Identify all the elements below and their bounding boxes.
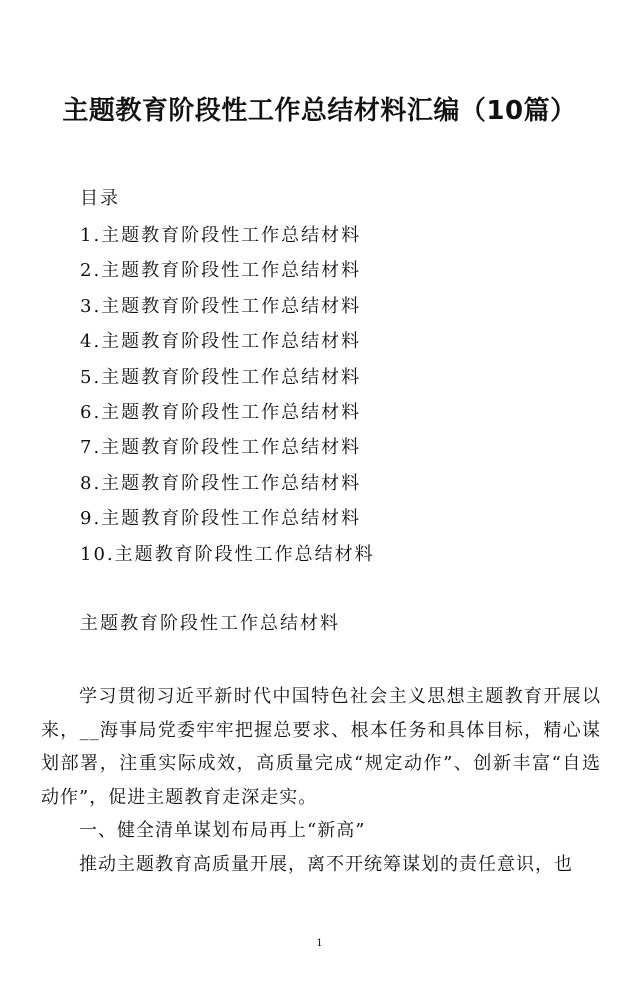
page-number: 1 [316, 938, 323, 949]
toc-item: 10.主题教育阶段性工作总结材料 [80, 543, 375, 565]
toc-item: 3.主题教育阶段性工作总结材料 [80, 295, 362, 317]
body-paragraph: 推动主题教育高质量开展，离不开统筹谋划的责任意识，也 [79, 853, 573, 875]
toc-item: 7.主题教育阶段性工作总结材料 [80, 437, 362, 459]
document-title: 主题教育阶段性工作总结材料汇编（10篇） [62, 96, 577, 126]
toc-item: 1.主题教育阶段性工作总结材料 [80, 225, 362, 246]
toc-heading: 目录 [80, 188, 120, 209]
subheading: 一、健全清单谋划布局再上“新高” [79, 820, 366, 841]
toc-item: 4.主题教育阶段性工作总结材料 [80, 331, 362, 353]
toc-item: 8.主题教育阶段性工作总结材料 [80, 472, 362, 494]
toc-item: 2.主题教育阶段性工作总结材料 [80, 260, 362, 282]
toc-list [80, 222, 375, 576]
section-title: 主题教育阶段性工作总结材料 [80, 613, 340, 634]
toc-item: 5.主题教育阶段性工作总结材料 [80, 366, 362, 388]
body-text [41, 680, 601, 881]
toc-item: 6.主题教育阶段性工作总结材料 [80, 401, 362, 423]
body-paragraph: 学习贯彻习近平新时代中国特色社会主义思想主题教育开展以来，__海事局党委牢牢把握总要求、根本任务和具体目标，精心谋划部署，注重实际成效，高质量完成“规定动作”、创新丰富“自选动作”，促进主题教育走深走实。 [41, 686, 601, 808]
toc-item: 9.主题教育阶段性工作总结材料 [80, 508, 362, 530]
